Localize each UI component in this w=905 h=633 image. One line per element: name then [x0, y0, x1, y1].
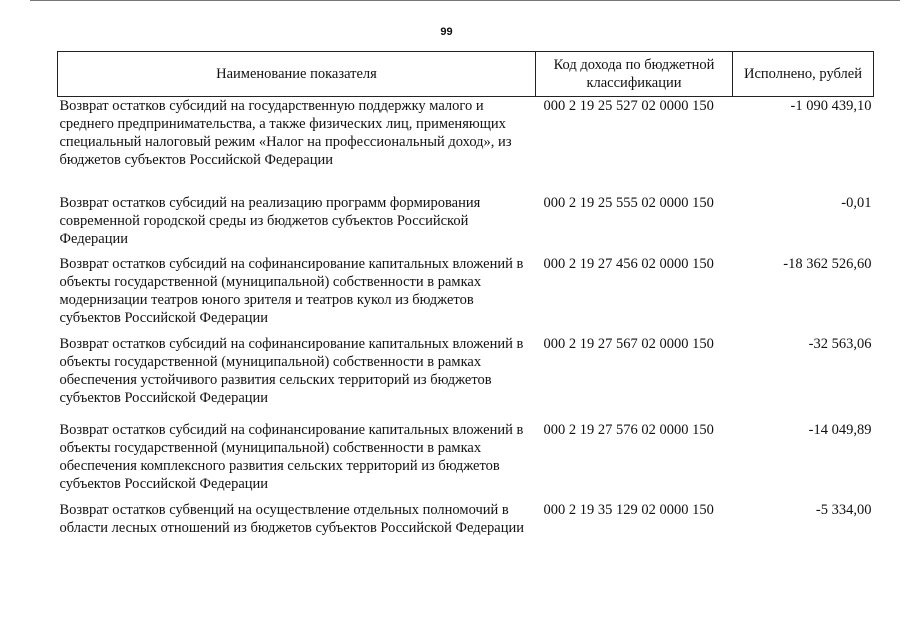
header-indicator-name: Наименование показателя — [58, 52, 536, 97]
budget-code-cell: 000 2 19 27 576 02 0000 150 — [543, 422, 714, 438]
header-row — [58, 52, 874, 97]
executed-amount-cell: -5 334,00 — [815, 502, 872, 518]
budget-code-cell: 000 2 19 25 527 02 0000 150 — [543, 98, 714, 114]
table-row — [58, 255, 874, 335]
indicator-name-cell: Возврат остатков субсидий на государственную поддержку малого и среднего предпринимательства, а также физических лиц, применяющих специальный налоговый режим «Налог на профессиональный доход», из бюджетов субъектов Российской Федерации — [59, 98, 512, 168]
executed-amount-cell: -18 362 526,60 — [783, 256, 872, 272]
page-number: 99 — [440, 26, 453, 38]
indicator-name-cell: Возврат остатков субсидий на софинансирование капитальных вложений в объекты государственной (муниципальной) собственности в рамках обеспечения комплексного развития сельских территорий из бюджетов субъектов Российской Федерации — [59, 422, 524, 492]
budget-code-cell: 000 2 19 35 129 02 0000 150 — [543, 502, 714, 518]
table-row — [58, 194, 874, 255]
executed-amount-cell: -1 090 439,10 — [790, 98, 872, 114]
executed-amount-cell: -32 563,06 — [808, 336, 872, 352]
header-executed-amount: Исполнено, рублей — [733, 52, 874, 97]
table-row — [58, 501, 874, 563]
executed-amount-cell: -0,01 — [841, 195, 872, 211]
indicator-name-cell: Возврат остатков субсидий на софинансирование капитальных вложений в объекты государственной (муниципальной) собственности в рамках обеспечения устойчивого развития сельских территорий из бюджетов субъектов Российской Федерации — [59, 336, 524, 406]
indicator-name-cell: Возврат остатков субсидий на софинансирование капитальных вложений в объекты государственной (муниципальной) собственности в рамках модернизации театров юного зрителя и театров кукол из бюджетов субъектов Российской Федерации — [59, 256, 524, 326]
table-header — [58, 52, 874, 97]
table-row — [58, 335, 874, 421]
indicator-name-cell: Возврат остатков субсидий на реализацию программ формирования современной городской среды из бюджетов субъектов Российской Федерации — [59, 195, 481, 247]
budget-code-cell: 000 2 19 25 555 02 0000 150 — [543, 195, 714, 211]
revenue-table — [57, 51, 874, 563]
table-body — [58, 97, 874, 564]
header-budget-code: Код дохода по бюджетной классификации — [536, 52, 733, 97]
table-row — [58, 97, 874, 195]
top-border-line — [30, 0, 900, 1]
table-row — [58, 421, 874, 501]
executed-amount-cell: -14 049,89 — [808, 422, 872, 438]
budget-code-cell: 000 2 19 27 567 02 0000 150 — [543, 336, 714, 352]
indicator-name-cell: Возврат остатков субвенций на осуществление отдельных полномочий в области лесных отношений из бюджетов субъектов Российской Федерации — [59, 502, 524, 536]
budget-code-cell: 000 2 19 27 456 02 0000 150 — [543, 256, 714, 272]
